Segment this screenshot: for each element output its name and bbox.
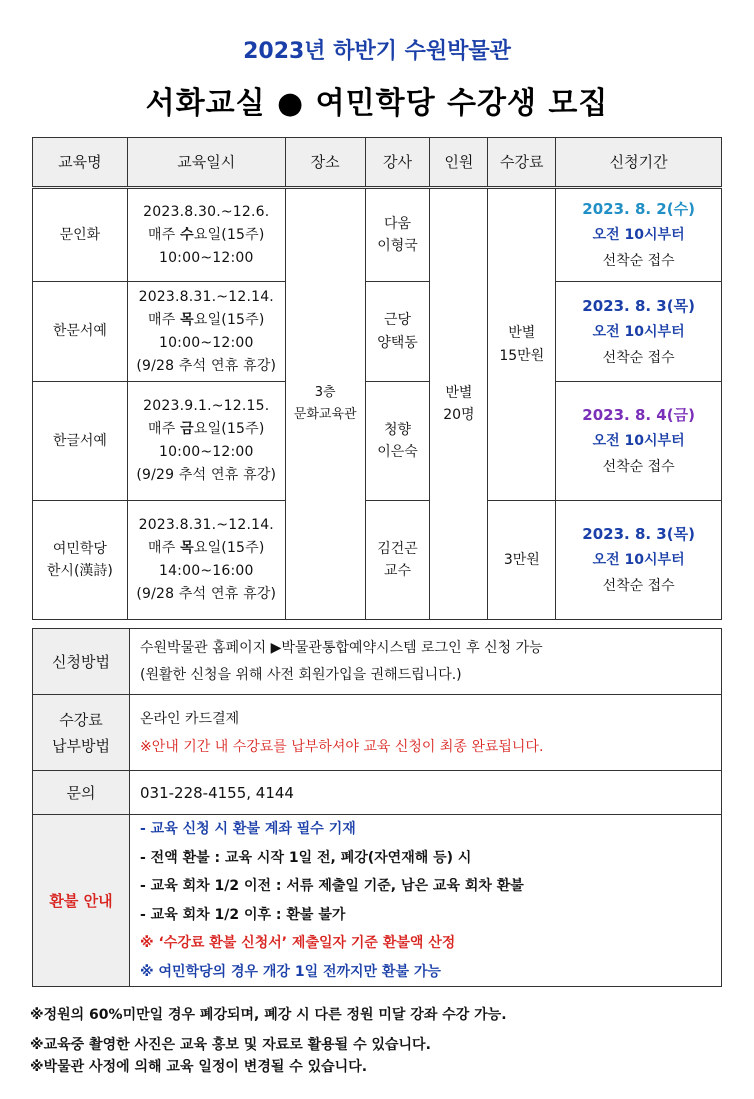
payment-label: 수강료 납부방법 bbox=[33, 695, 130, 771]
footnote: ※정원의 60%미만일 경우 폐강되며, 폐강 시 다른 정원 미달 강좌 수강 가능. bbox=[30, 1007, 507, 1023]
course-datetime: 2023.9.1.~12.15. 매주 금요일(15주) 10:00~12:00 (9/29 추석 연휴 휴강) bbox=[127, 382, 285, 501]
table-header-row bbox=[33, 138, 722, 188]
payment-value: 온라인 카드결제 ※안내 기간 내 수강료를 납부하셔야 교육 신청이 최종 완료됩니다. bbox=[130, 695, 722, 771]
footnote: ※교육중 촬영한 사진은 교육 홍보 및 자료로 활용될 수 있습니다. bbox=[30, 1037, 431, 1053]
course-headcount: 반별 20명 bbox=[430, 188, 488, 620]
table-row bbox=[33, 188, 722, 282]
contact-value: 031-228-4155, 4144 bbox=[130, 771, 722, 815]
apply-period: 2023. 8. 4(금) 오전 10시부터 선착순 접수 bbox=[556, 382, 722, 501]
column-header-headcount: 인원 bbox=[430, 138, 488, 188]
apply-method-label: 신청방법 bbox=[33, 629, 130, 695]
apply-period: 2023. 8. 3(목) 오전 10시부터 선착순 접수 bbox=[556, 282, 722, 382]
course-name: 한글서예 bbox=[33, 382, 128, 501]
course-teacher: 다움 이형국 bbox=[365, 188, 430, 282]
refund-line: ※ 여민학당의 경우 개강 1일 전까지만 환불 가능 bbox=[140, 963, 441, 980]
course-schedule-table bbox=[32, 137, 722, 620]
info-table bbox=[32, 628, 722, 987]
refund-line: - 교육 회차 1/2 이후 : 환불 불가 bbox=[140, 906, 346, 923]
info-row-payment bbox=[33, 695, 722, 771]
column-header-place: 장소 bbox=[285, 138, 365, 188]
course-name: 한문서예 bbox=[33, 282, 128, 382]
refund-line: - 교육 신청 시 환불 계좌 필수 기재 bbox=[140, 821, 356, 837]
refund-line: - 교육 회차 1/2 이전 : 서류 제출일 기준, 남은 교육 회차 환불 bbox=[140, 878, 524, 894]
page-title: 서화교실 ● 여민학당 수강생 모집 bbox=[145, 86, 609, 121]
course-datetime: 2023.8.31.~12.14. 매주 목요일(15주) 14:00~16:00 (9/28 추석 연휴 휴강) bbox=[127, 501, 285, 620]
table-row bbox=[33, 282, 722, 382]
apply-period: 2023. 8. 2(수) 오전 10시부터 선착순 접수 bbox=[556, 188, 722, 282]
column-header-datetime: 교육일시 bbox=[127, 138, 285, 188]
info-row-contact bbox=[33, 771, 722, 815]
course-datetime: 2023.8.31.~12.14. 매주 목요일(15주) 10:00~12:00 (9/28 추석 연휴 휴강) bbox=[127, 282, 285, 382]
course-fee: 반별 15만원 bbox=[488, 188, 556, 501]
footnotes bbox=[30, 1004, 730, 1078]
column-header-fee: 수강료 bbox=[488, 138, 556, 188]
course-fee-last: 3만원 bbox=[488, 501, 556, 620]
info-row-refund bbox=[33, 815, 722, 987]
page-subtitle: 2023년 하반기 수원박물관 bbox=[243, 39, 511, 64]
course-place: 3층 문화교육관 bbox=[285, 188, 365, 620]
column-header-period: 신청기간 bbox=[556, 138, 722, 188]
course-teacher: 근당 양택동 bbox=[365, 282, 430, 382]
course-name: 여민학당 한시(漢詩) bbox=[33, 501, 128, 620]
column-header-name: 교육명 bbox=[33, 138, 128, 188]
contact-label: 문의 bbox=[33, 771, 130, 815]
course-name: 문인화 bbox=[33, 188, 128, 282]
table-row bbox=[33, 501, 722, 620]
course-teacher: 김건곤 교수 bbox=[365, 501, 430, 620]
course-teacher: 청향 이은숙 bbox=[365, 382, 430, 501]
apply-method-value: 수원박물관 홈페이지 ▶박물관통합예약시스템 로그인 후 신청 가능 (원활한 신청을 위해 사전 회원가입을 권해드립니다.) bbox=[130, 629, 722, 695]
apply-period: 2023. 8. 3(목) 오전 10시부터 선착순 접수 bbox=[556, 501, 722, 620]
column-header-teacher: 강사 bbox=[365, 138, 430, 188]
refund-line: - 전액 환불 : 교육 시작 1일 전, 폐강(자연재해 등) 시 bbox=[140, 849, 472, 866]
info-row-apply-method bbox=[33, 629, 722, 695]
footnote: ※박물관 사정에 의해 교육 일정이 변경될 수 있습니다. bbox=[30, 1059, 368, 1075]
course-datetime: 2023.8.30.~12.6. 매주 수요일(15주) 10:00~12:00 bbox=[127, 188, 285, 282]
refund-line: ※ ‘수강료 환불 신청서’ 제출일자 기준 환불액 산정 bbox=[140, 935, 456, 951]
refund-value bbox=[130, 815, 722, 987]
table-row bbox=[33, 382, 722, 501]
refund-label: 환불 안내 bbox=[33, 815, 130, 987]
